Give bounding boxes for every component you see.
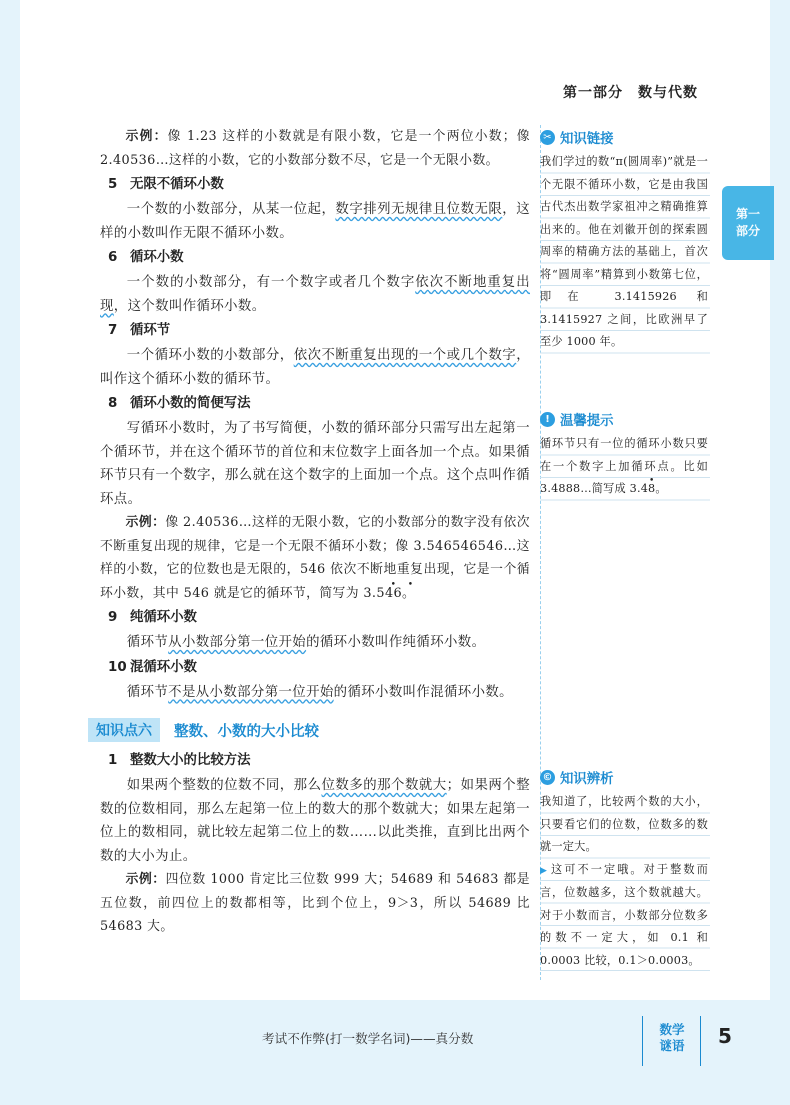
example-text: 像 2.40536…这样的无限小数，它的小数部分的数字没有依次不断重复出现的规律，它是一个无限不循环小数；像 3.546546546…这样的小数，它的位数也是无限的，546 依次不断地重复出现，它是一个循环小数，其中 546 就是它的循环节，简写为 3. <box>100 515 530 601</box>
main-content <box>96 125 531 939</box>
section-paragraph <box>100 774 530 868</box>
exclamation-icon: ! <box>540 412 555 427</box>
section-heading <box>100 393 530 415</box>
section-title: 循环小数的简便写法 <box>130 396 251 411</box>
example-text: 像 1.23 这样的小数就是有限小数，它是一个两位小数；像 2.40536…这样的小数，它的小数部分数不尽，它是一个无限小数。 <box>100 129 531 168</box>
text: 的循环小数叫作纯循环小数。 <box>306 635 486 650</box>
knowledge-point-badge: 知识点六 <box>88 718 160 742</box>
underlined-key-text: 从小数部分第一位开始 <box>168 635 307 650</box>
text: 如果两个整数的位数不同，那么 <box>126 778 322 793</box>
section-heading <box>100 247 530 269</box>
page-number: 5 <box>718 1024 732 1048</box>
knowledge-link-box <box>540 128 710 354</box>
analysis-question: 我知道了，比较两个数的大小，只要看它们的位数，位数多的数就一定大。 <box>540 795 708 853</box>
example-lead: 示例： <box>125 872 166 887</box>
footer-divider <box>700 1016 701 1066</box>
knowledge-link-text: 我们学过的数“π(圆周率)”就是一个无限不循环小数，它是由我国古代杰出数学家祖冲之精确推算出来的。他在刘徽开创的探索圆周率的精确方法的基础上，首次将“圆周率”精算到小数第七位，即在 3.1415926 和 3.1415927 之间，比欧洲早了至少 1000 年。 <box>540 151 710 354</box>
section-number: 8 <box>108 396 118 411</box>
tip-heading <box>540 410 710 429</box>
section-title: 无限不循环小数 <box>130 177 224 192</box>
analysis-answer: 这可不一定哦。对于整数而言，位数越多，这个数就越大。对于小数而言，小数部分位数多的数不一定大，如 0.1 和 0.0003 比较，0.1＞0.0003。 <box>540 862 709 967</box>
triangle-bullet-icon: ▶ <box>540 865 549 876</box>
knowledge-link-heading <box>540 128 710 147</box>
section-heading <box>100 320 530 342</box>
analysis-heading <box>540 768 710 787</box>
side-tab-line2: 部分 <box>735 224 760 238</box>
text: ，这个数叫作循环小数。 <box>113 298 266 314</box>
section-paragraph <box>100 271 530 318</box>
underlined-key-text: 数字排列无规律且位数无限 <box>335 202 503 217</box>
math-riddle: 考试不作弊(打一数学名词)——真分数 <box>262 1031 474 1046</box>
section-side-tab[interactable] <box>722 186 774 260</box>
footer <box>0 1000 790 1105</box>
analysis-icon: © <box>540 770 555 785</box>
tip-box <box>540 410 710 501</box>
section-heading <box>100 174 530 196</box>
punctuation: 。 <box>402 585 416 601</box>
section-title: 循环小数 <box>130 250 184 265</box>
link-icon: ✂ <box>540 130 555 145</box>
section-title: 纯循环小数 <box>130 610 197 625</box>
text: 一个数的小数部分，有一个数字或者几个数字 <box>126 275 416 290</box>
section-title: 整数大小的比较方法 <box>130 753 251 768</box>
section-number: 5 <box>108 177 118 192</box>
section-paragraph <box>100 681 530 705</box>
knowledge-point-heading <box>88 718 530 742</box>
section-paragraph: 写循环小数时，为了书写简便，小数的循环部分只需写出左起第一个循环节，并在这个循环节的首位和末位数字上面各加一个点。如果循环节只有一个数字，那么就在这个数字的上面加一个点。这个点叫作循环点。 <box>100 421 530 507</box>
text: 循环节 <box>126 635 169 650</box>
section-title: 混循环小数 <box>130 659 197 675</box>
section-number: 9 <box>108 610 118 625</box>
underlined-key-text: 依次不断重复出现的一个或几个数字 <box>293 348 517 363</box>
underlined-key-text: 依次不断地重复出现 <box>100 275 530 314</box>
section-heading <box>100 750 530 772</box>
text: 的循环小数叫作混循环小数。 <box>333 684 513 700</box>
section-paragraph <box>100 631 530 655</box>
text: 循环节 <box>126 684 169 700</box>
page-header-title: 第一部分 数与代数 <box>563 85 698 101</box>
example-lead: 示例： <box>125 515 166 530</box>
section-number: 10 <box>108 659 127 675</box>
analysis-title: 知识辨析 <box>560 772 614 787</box>
side-tab-line1: 第一 <box>735 207 760 221</box>
example-text: 四位数 1000 肯定比三位数 999 大；54689 和 54683 都是五位数，前四位上的数都相等，比到个位上，9＞3，所以 54689 比 54683 大。 <box>100 872 530 934</box>
knowledge-point-title: 整数、小数的大小比较 <box>174 723 319 740</box>
section-heading <box>100 607 530 629</box>
example-paragraph <box>100 868 530 939</box>
example-paragraph <box>100 125 530 172</box>
section-paragraph <box>100 344 530 391</box>
underlined-key-text: 不是从小数部分第一位开始 <box>168 684 334 700</box>
section-heading <box>100 657 530 679</box>
tip-text <box>540 433 710 501</box>
text: 一个循环小数的小数部分， <box>126 348 294 363</box>
section-number: 7 <box>108 323 118 338</box>
knowledge-link-title: 知识链接 <box>560 132 614 147</box>
section-paragraph <box>100 198 530 245</box>
example-paragraph <box>100 511 530 605</box>
dotted-digit: • 6 <box>393 586 402 601</box>
punctuation: 。 <box>655 482 667 495</box>
digit: 4 <box>384 585 394 601</box>
analysis-text <box>540 791 710 972</box>
text: ，叫作这个循环小数的循环节。 <box>100 348 530 387</box>
section-title: 循环节 <box>130 323 171 338</box>
text: ，这样的小数叫作无限不循环小数。 <box>100 202 530 241</box>
riddle-label-line2: 谜语 <box>659 1038 685 1053</box>
riddle-label-line1: 数学 <box>659 1022 685 1037</box>
underlined-key-text: 位数多的那个数就大 <box>321 778 447 793</box>
tip-title: 温馨提示 <box>560 414 614 429</box>
analysis-box <box>540 768 710 972</box>
text: 循环节只有一位的循环小数只要在一个数字上加循环点。比如 3.4888…简写成 3.4 <box>540 437 708 495</box>
dotted-digit: • 8 <box>648 482 655 495</box>
text: 一个数的小数部分，从某一位起， <box>126 202 336 217</box>
section-number: 1 <box>108 753 118 768</box>
example-lead: 示例： <box>125 129 168 144</box>
footer-divider <box>642 1016 643 1066</box>
dotted-digit: • 5 <box>376 586 385 601</box>
riddle-label <box>648 1022 696 1054</box>
section-number: 6 <box>108 250 118 265</box>
text: ；如果两个整数的位数相同，那么左起第一位上的数大的那个数就大；如果左起第一位上的数相同，就比较左起第二位上的数……以此类推，直到比出两个数的大小为止。 <box>100 778 530 864</box>
